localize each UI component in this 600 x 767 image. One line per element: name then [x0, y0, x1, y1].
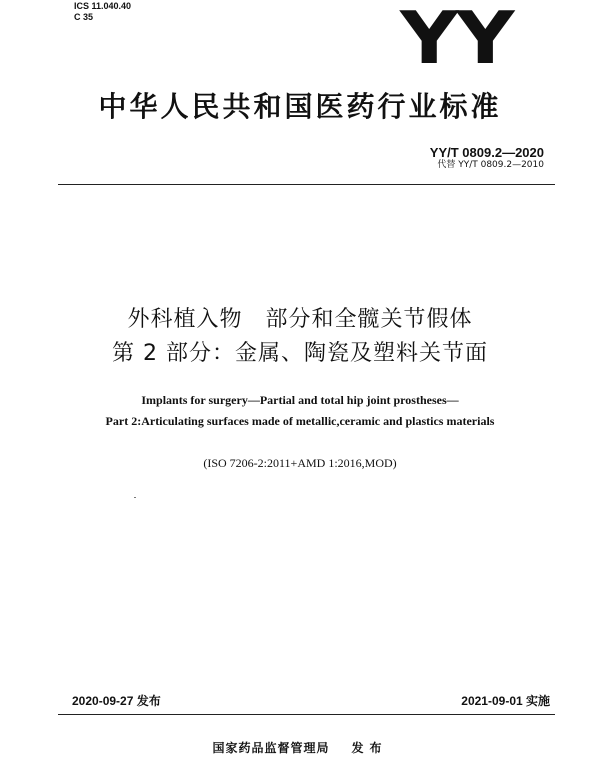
issue-date: 2020-09-27 发布	[72, 694, 161, 708]
publisher-action: 发布	[351, 741, 388, 755]
bottom-divider	[58, 714, 555, 715]
top-divider	[58, 184, 555, 185]
chinese-title-line-1: 外科植入物 部分和全髋关节假体	[127, 307, 473, 332]
ccs-code: C 35	[74, 12, 94, 22]
iso-adoption-note: (ISO 7206-2:2011+AMD 1:2016,MOD)	[203, 456, 397, 470]
standard-number: YY/T 0809.2—2020	[429, 145, 544, 160]
scan-speck	[134, 497, 136, 498]
english-title-line-1: Implants for surgery—Partial and total hip joint prostheses—	[141, 393, 459, 407]
publisher-line	[0, 740, 600, 756]
publisher-name: 国家药品监督管理局	[212, 741, 330, 755]
replaces-standard: 代替 YY/T 0809.2—2010	[437, 160, 544, 170]
chinese-title-line-2: 第 2 部分：金属、陶瓷及塑料关节面	[112, 341, 488, 366]
implementation-date: 2021-09-01 实施	[461, 694, 550, 708]
ics-code: ICS 11.040.40	[74, 1, 132, 11]
standard-logo: YY	[400, 0, 513, 80]
organization-title: 中华人民共和国医药行业标准	[98, 90, 502, 123]
english-title-line-2: Part 2:Articulating surfaces made of metallic,ceramic and plastics materials	[105, 414, 495, 428]
